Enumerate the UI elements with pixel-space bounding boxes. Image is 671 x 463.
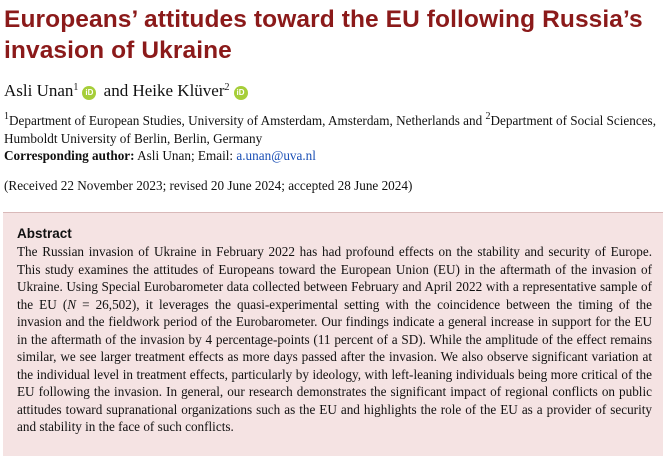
affiliation-2: Department of Social Sciences, Humboldt University of Berlin, Berlin, Germany — [4, 113, 656, 146]
abstract-part-1: The Russian invasion of Ukraine in February 2022 has had profound effects on the stability and security of Europe. This study examines the attitudes of Europeans toward the European Union (EU) in the aftermath of the invasion of Ukraine. Using Special Eurobarometer data collected between February and April 2022 with a representative sample of the EU ( — [17, 244, 652, 312]
affiliation-1: Department of European Studies, University of Amsterdam, Amsterdam, Netherlands and — [9, 113, 486, 128]
abstract-heading: Abstract — [17, 226, 72, 241]
author-superscript: 2 — [224, 82, 230, 93]
author-name: Heike Klüver — [132, 81, 225, 100]
affiliations — [4, 112, 668, 165]
affiliation-superscript: 2 — [485, 111, 491, 122]
corresponding-author — [4, 147, 668, 165]
orcid-icon[interactable]: iD — [82, 86, 96, 100]
corresponding-text: Asli Unan; Email: — [134, 148, 237, 163]
affiliation-superscript: 1 — [4, 111, 9, 122]
sample-size-symbol: N — [67, 296, 77, 312]
author-connector: and — [103, 81, 129, 100]
abstract-part-2: = 26,502), it leverages the quasi-experimental setting with the coincidence between the timing of the invasion and the fieldwork period of the Eurobarometer. Our findings indicate a general increase in support for the EU in the aftermath of the invasion by 4 percentage-points (11 percent of a SD). While the amplitude of the effect remains similar, we see larger treatment effects as more days passed after the invasion. We also observe significant variation at the individual level in treatment effects, particularly by ideology, with left-leaning individuals being more critical of the EU following the invasion. In general, our research demonstrates the significant impact of regional conflicts on public attitudes toward supranational organizations such as the EU and highlights the role of the EU as a provider of security and stability in the face of such conflicts. — [17, 296, 652, 434]
abstract-box — [3, 212, 663, 456]
author-line — [4, 80, 251, 102]
orcid-icon[interactable]: iD — [234, 86, 248, 100]
paper-title: Europeans’ attitudes toward the EU following Russia’s invasion of Ukraine — [4, 6, 643, 64]
abstract-text — [17, 243, 652, 436]
corresponding-label: Corresponding author: — [4, 148, 135, 163]
affiliation-text — [4, 112, 668, 147]
author-superscript: 1 — [73, 82, 79, 93]
email-link[interactable]: a.unan@uva.nl — [236, 148, 316, 163]
author-name: Asli Unan — [4, 81, 74, 100]
publication-history: (Received 22 November 2023; revised 20 June 2024; accepted 28 June 2024) — [4, 178, 413, 193]
